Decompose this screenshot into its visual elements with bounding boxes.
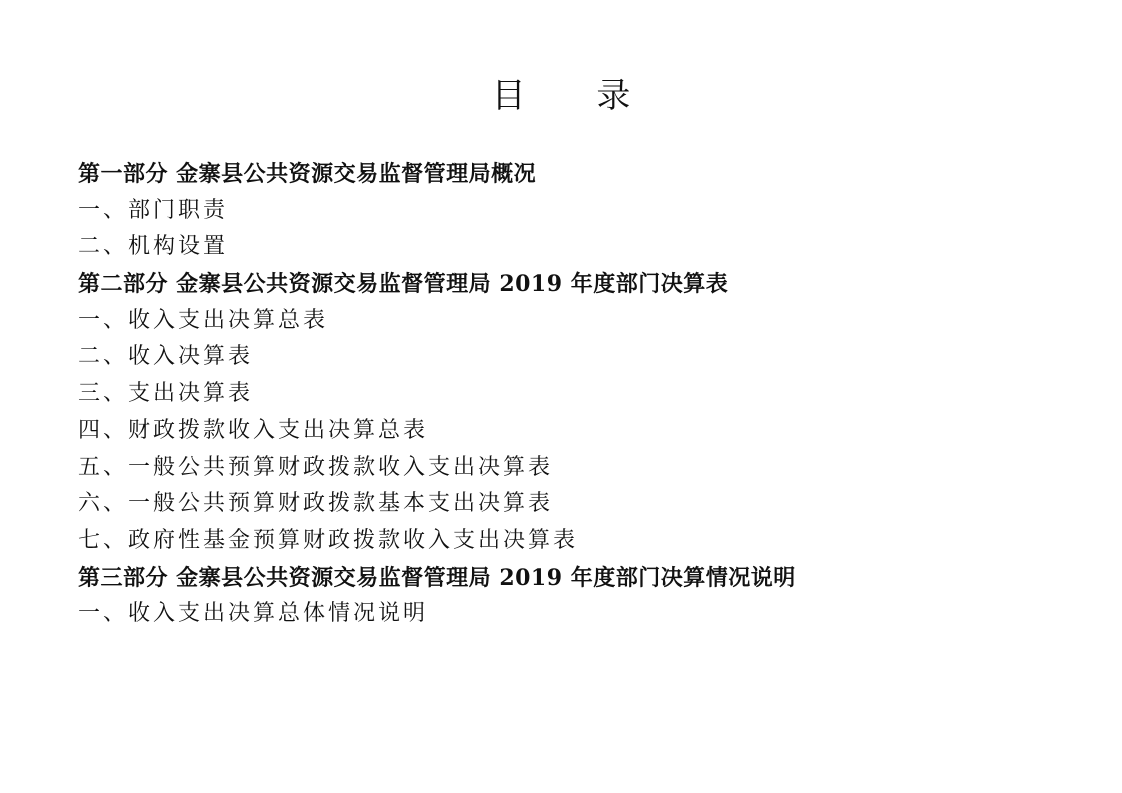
toc-entry: 五、一般公共预算财政拨款收入支出决算表 — [78, 454, 554, 480]
toc-part-heading: 第二部分 金寨县公共资源交易监督管理局 2019 年度部门决算表 — [78, 271, 729, 298]
toc-entry: 一、收入支出决算总体情况说明 — [78, 601, 429, 627]
toc-entry: 二、收入决算表 — [78, 344, 254, 370]
toc-part-heading: 第一部分 金寨县公共资源交易监督管理局概况 — [78, 161, 537, 187]
page-title: 目 录 — [491, 76, 661, 116]
toc-entry: 二、机构设置 — [78, 234, 229, 260]
toc-entry: 三、支出决算表 — [78, 381, 254, 407]
toc-entry: 一、收入支出决算总表 — [78, 307, 329, 333]
toc-part-heading: 第三部分 金寨县公共资源交易监督管理局 2019 年度部门决算情况说明 — [78, 564, 796, 591]
toc-entry: 一、部门职责 — [78, 197, 229, 223]
table-of-contents — [78, 156, 1058, 633]
toc-entry: 七、政府性基金预算财政拨款收入支出决算表 — [78, 527, 579, 553]
toc-entry: 六、一般公共预算财政拨款基本支出决算表 — [78, 491, 554, 517]
toc-entry: 四、财政拨款收入支出决算总表 — [78, 417, 429, 443]
